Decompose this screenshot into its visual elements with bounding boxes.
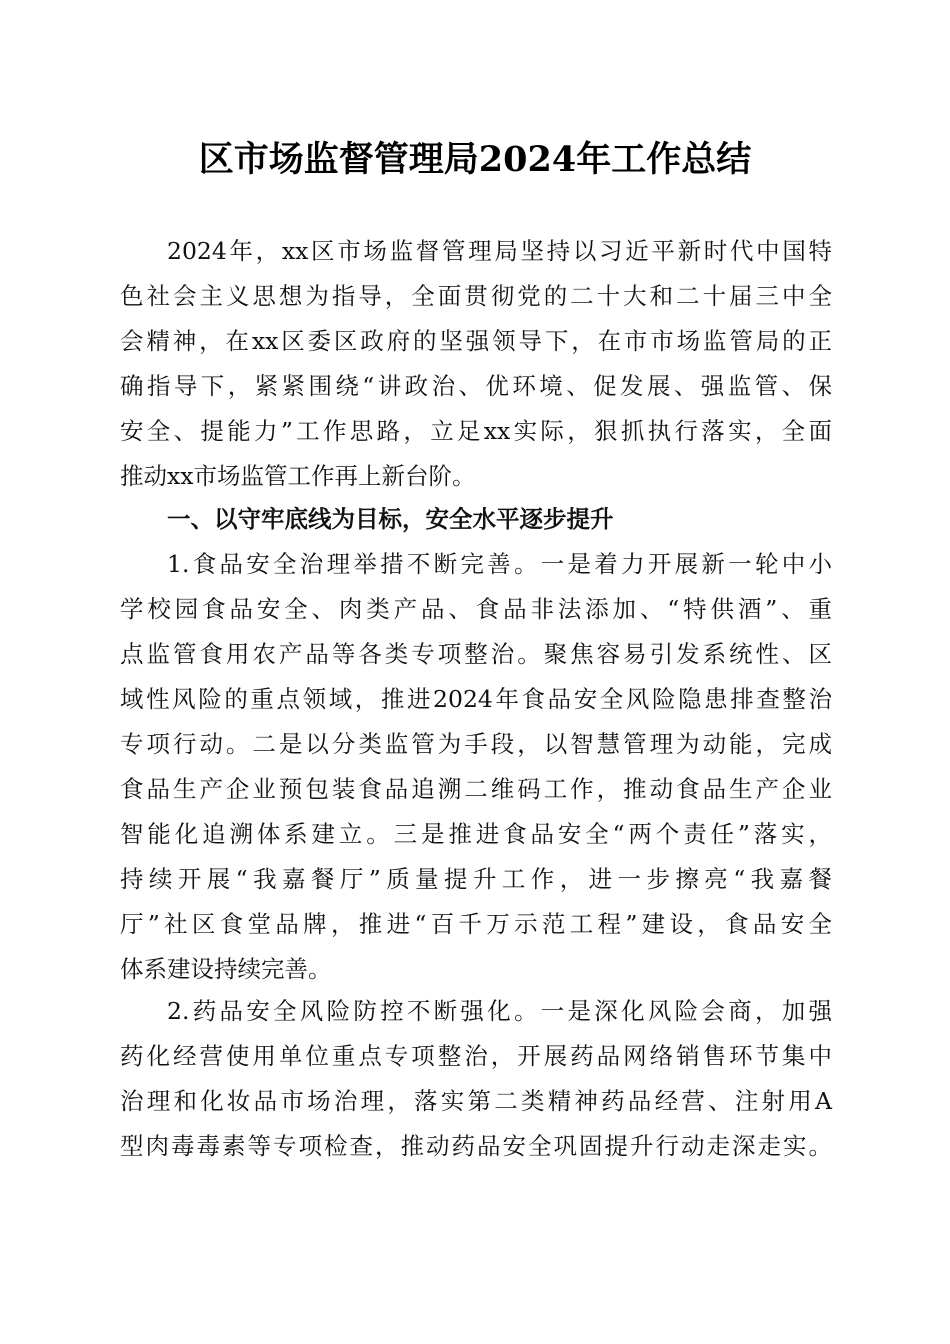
paragraph-line: 型肉毒毒素等专项检查，推动药品安全巩固提升行动走深走实。 xyxy=(120,1132,832,1160)
intro-line: 推动xx市场监管工作再上新台阶。 xyxy=(120,462,476,490)
paragraph-line: 厅”社区食堂品牌，推进“百千万示范工程”建设，食品安全 xyxy=(120,910,832,938)
intro-line: 色社会主义思想为指导，全面贯彻党的二十大和二十届三中全 xyxy=(120,282,832,310)
intro-paragraph xyxy=(120,229,832,499)
intro-line: 会精神，在xx区委区政府的坚强领导下，在市市场监管局的正 xyxy=(120,327,832,355)
paragraph-line: 体系建设持续完善。 xyxy=(120,955,332,983)
intro-line: 确指导下，紧紧围绕“讲政治、优环境、促发展、强监管、保 xyxy=(120,372,832,400)
paragraph-line: 专项行动。二是以分类监管为手段，以智慧管理为动能，完成 xyxy=(120,730,832,758)
paragraph-line: 药化经营使用单位重点专项整治，开展药品网络销售环节集中 xyxy=(120,1042,832,1070)
document-title: 区市场监督管理局2024年工作总结 xyxy=(198,139,752,180)
paragraph-line: 1.食品安全治理举措不断完善。一是着力开展新一轮中小 xyxy=(167,550,832,578)
paragraph-line: 智能化追溯体系建立。三是推进食品安全“两个责任”落实， xyxy=(120,820,832,848)
paragraph-line: 2.药品安全风险防控不断强化。一是深化风险会商，加强 xyxy=(167,997,832,1025)
paragraph-line: 点监管食用农产品等各类专项整治。聚焦容易引发系统性、区 xyxy=(120,640,832,668)
paragraph-line: 持续开展“我嘉餐厅”质量提升工作，进一步擦亮“我嘉餐 xyxy=(120,865,832,893)
food-safety-paragraph xyxy=(120,542,832,992)
intro-line: 安全、提能力”工作思路，立足xx实际，狠抓执行落实，全面 xyxy=(120,417,832,445)
section-heading-1: 一、以守牢底线为目标，安全水平逐步提升 xyxy=(167,505,614,533)
drug-safety-paragraph xyxy=(120,989,832,1169)
intro-line: 2024年，xx区市场监督管理局坚持以习近平新时代中国特 xyxy=(167,237,832,265)
paragraph-line: 治理和化妆品市场治理，落实第二类精神药品经营、注射用A xyxy=(120,1087,832,1115)
paragraph-line: 学校园食品安全、肉类产品、食品非法添加、“特供酒”、重 xyxy=(120,595,832,623)
paragraph-line: 食品生产企业预包装食品追溯二维码工作，推动食品生产企业 xyxy=(120,775,832,803)
paragraph-line: 域性风险的重点领域，推进2024年食品安全风险隐患排查整治 xyxy=(120,685,832,713)
